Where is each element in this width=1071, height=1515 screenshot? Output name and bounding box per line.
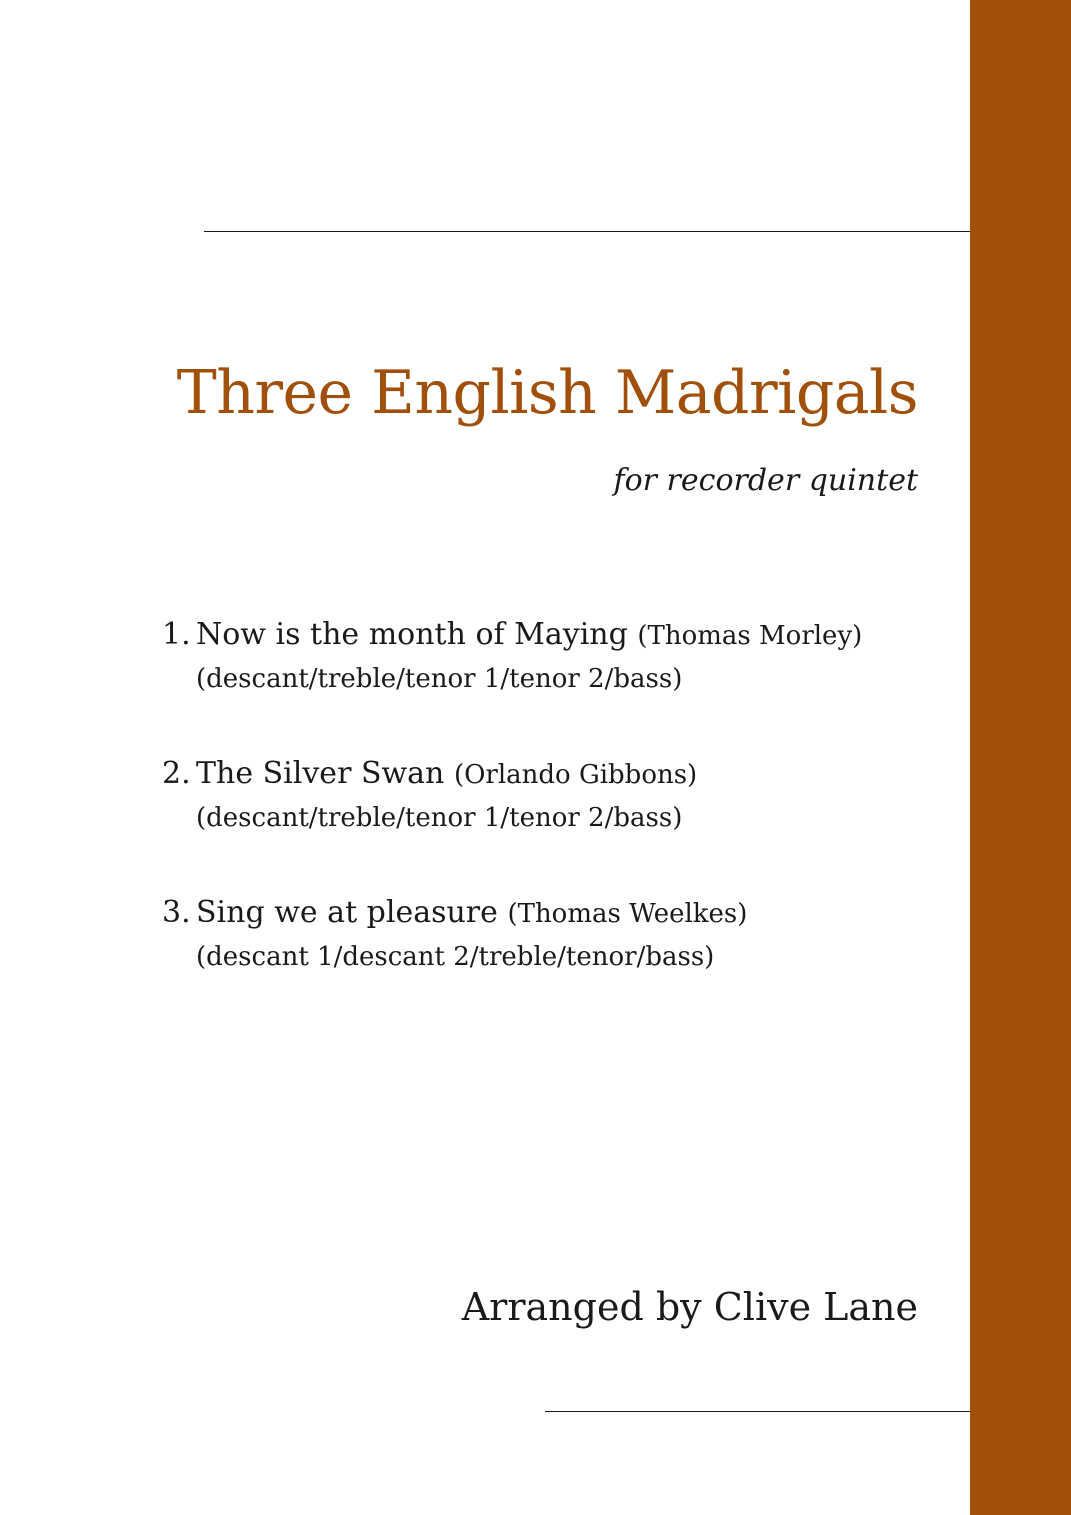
piece-voicing: (descant/treble/tenor 1/tenor 2/bass) xyxy=(196,664,683,694)
piece-voicing: (descant/treble/tenor 1/tenor 2/bass) xyxy=(196,803,683,833)
piece-number: 1. xyxy=(162,617,191,652)
piece-item xyxy=(162,612,942,699)
side-color-band xyxy=(970,0,1071,1515)
piece-title: Sing we at pleasure xyxy=(196,895,498,930)
piece-item xyxy=(162,751,942,838)
bottom-rule xyxy=(545,1411,970,1412)
piece-item xyxy=(162,890,942,977)
piece-composer: (Thomas Weelkes) xyxy=(507,899,748,929)
piece-composer: (Thomas Morley) xyxy=(637,621,863,651)
piece-heading xyxy=(196,890,942,937)
piece-number: 3. xyxy=(162,895,191,930)
piece-voicing: (descant 1/descant 2/treble/tenor/bass) xyxy=(196,942,715,972)
document-title: Three English Madrigals xyxy=(176,358,918,428)
piece-title: Now is the month of Maying xyxy=(196,617,628,652)
piece-heading xyxy=(196,612,942,659)
piece-title: The Silver Swan xyxy=(196,756,445,791)
piece-heading xyxy=(196,751,942,798)
piece-list xyxy=(162,612,942,1029)
arranger-credit: Arranged by Clive Lane xyxy=(461,1285,918,1329)
top-rule xyxy=(204,231,970,232)
piece-composer: (Orlando Gibbons) xyxy=(453,760,698,790)
piece-number: 2. xyxy=(162,756,191,791)
document-subtitle: for recorder quintet xyxy=(613,463,918,498)
